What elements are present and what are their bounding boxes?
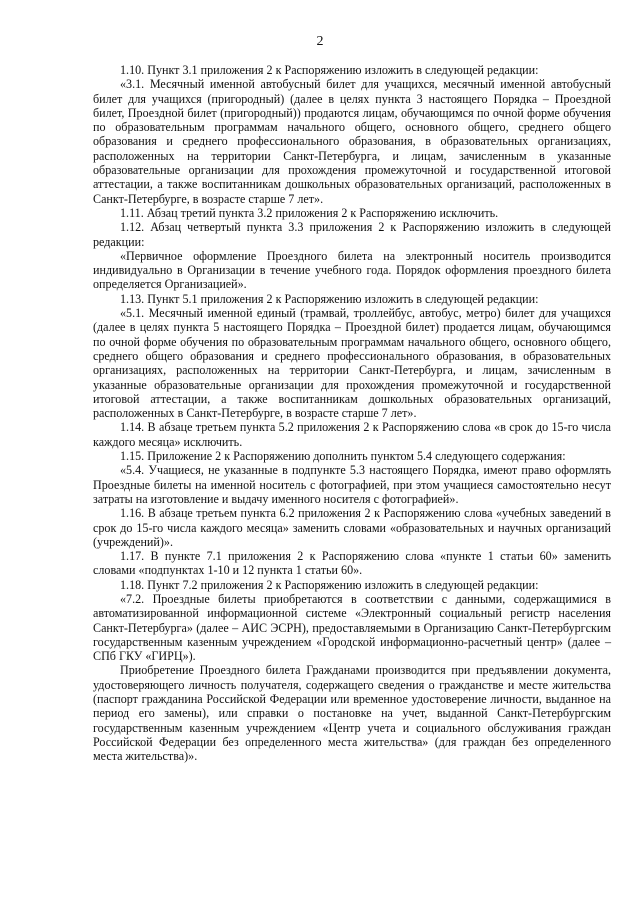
paragraph: 1.15. Приложение 2 к Распоряжению дополнить пунктом 5.4 следующего содержания: [120, 449, 566, 464]
page-number: 2 [316, 34, 324, 49]
paragraph: «7.2. Проездные билеты приобретаются в соответствии с данными, содержащимися в автоматизированной информационной системе «Электронный социальный регистр населения Санкт-Петербурга» (далее – АИС ЭСРН), предоставляемыми в Организацию Санкт-Петербургским государственным казенным учреждением «Городской информационно-расчетный центр» (далее – СПб ГКУ «ГИРЦ»). [93, 591, 611, 664]
paragraph: Приобретение Проездного билета Гражданами производится при предъявлении документа, удостоверяющего личность получателя, содержащего сведения о гражданстве и месте жительства (паспорт гражданина Российской Федерации или временное удостоверение личности, выданное на период его замены), или справки о постановке на учет, выданной Санкт-Петербургским государственным казенным учреждением «Центр учета и социального обслуживания граждан Российской Федерации без определенного места жительства» (для граждан без определенного места жительства)». [93, 663, 611, 764]
paragraph: 1.16. В абзаце третьем пункта 6.2 приложения 2 к Распоряжению слова «учебных заведений в срок до 15-го числа каждого месяца» заменить словами «образовательных и научных организаций (учреждений)». [93, 506, 611, 549]
paragraph: 1.17. В пункте 7.1 приложения 2 к Распоряжению слова «пункте 1 статьи 60» заменить словами «подпунктах 1-10 и 12 пункта 1 статьи 60». [93, 549, 611, 578]
paragraph: 1.12. Абзац четвертый пункта 3.3 приложения 2 к Распоряжению изложить в следующей редакции: [93, 220, 611, 249]
paragraph: 1.14. В абзаце третьем пункта 5.2 приложения 2 к Распоряжению слова «в срок до 15-го числа каждого месяца» исключить. [93, 420, 611, 449]
paragraph: 1.18. Пункт 7.2 приложения 2 к Распоряжению изложить в следующей редакции: [120, 577, 539, 592]
paragraph: «Первичное оформление Проездного билета на электронный носитель производится индивидуально в Организации в течение учебного года. Порядок оформления проездного билета определяется Организацией». [93, 248, 611, 292]
paragraph: «5.4. Учащиеся, не указанные в подпункте 5.3 настоящего Порядка, имеют право оформлять Проездные билеты на именной носитель с фотографией, при этом учащиеся самостоятельно несут затраты на изготовление и выдачу именного носителя с фотографией». [93, 463, 611, 506]
paragraph: «5.1. Месячный именной единый (трамвай, троллейбус, автобус, метро) билет для учащихся (далее в целях пункта 5 настоящего Порядка – Проездной билет) продается лицам, обучающимся по очной форме обучения по образовательным программам начального общего, основного общего, среднего общего образования и среднего профессионального образования, в образовательных организациях, расположенных на территории Санкт-Петербурга, и лицам, зачисленным в указанные образовательные организации для прохождения промежуточной и государственной итоговой аттестации, а также воспитанникам дошкольных образовательных организаций, расположенных в Санкт-Петербурге, в возрасте старше 7 лет». [93, 306, 611, 421]
paragraph: 1.11. Абзац третий пункта 3.2 приложения 2 к Распоряжению исключить. [120, 205, 499, 220]
document-body [93, 63, 611, 764]
paragraph: 1.10. Пункт 3.1 приложения 2 к Распоряжению изложить в следующей редакции: [120, 63, 539, 77]
paragraph: «3.1. Месячный именной автобусный билет для учащихся, месячный именной автобусный билет для учащихся (пригородный) (далее в целях пункта 3 настоящего Порядка – Проездной билет, Проездной билет (пригородный)) продаются лицам, обучающимся по очной форме обучения по образовательным программам начального общего, основного общего, среднего общего образования и среднего профессионального образования, в образовательных организациях, расположенных на территории Санкт-Петербурга, и лицам, зачисленным в указанные образовательные организации для прохождения промежуточной и государственной итоговой аттестации, а также воспитанникам дошкольных образовательных организаций, расположенных в Санкт-Петербурге, в возрасте старше 7 лет». [93, 77, 611, 206]
paragraph: 1.13. Пункт 5.1 приложения 2 к Распоряжению изложить в следующей редакции: [120, 291, 539, 306]
